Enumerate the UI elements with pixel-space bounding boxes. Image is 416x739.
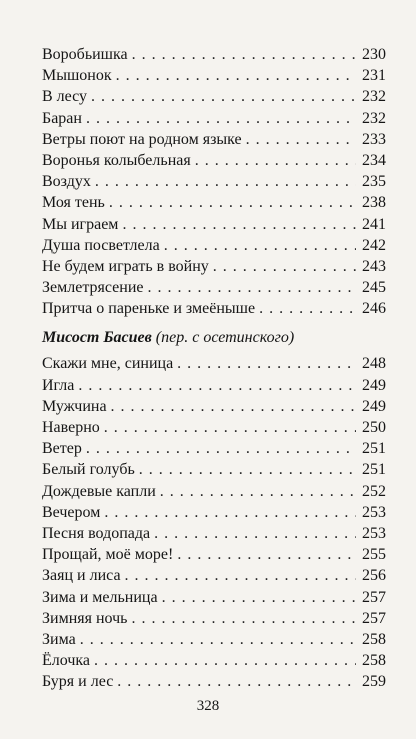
toc-entry-title: Мы играем <box>42 215 119 233</box>
toc-entry <box>42 65 386 86</box>
toc-entry-page: 235 <box>362 173 386 191</box>
toc-entry-page: 233 <box>362 130 386 148</box>
dot-leader <box>132 44 356 65</box>
toc-entry <box>42 565 386 586</box>
toc-entry-page: 253 <box>362 524 386 542</box>
toc-entry-title: Не будем играть в войну <box>42 257 209 275</box>
dot-leader <box>80 629 356 650</box>
toc-entry-title: Зимняя ночь <box>42 609 128 627</box>
toc-entry <box>42 353 386 374</box>
toc-entry-title: Песня водопада <box>42 524 151 542</box>
toc-entry-page: 249 <box>362 376 386 394</box>
dot-leader <box>246 129 356 150</box>
dot-leader <box>104 502 356 523</box>
toc-entry-page: 232 <box>362 88 386 106</box>
toc-list-second <box>42 353 386 692</box>
toc-entry-title: Белый голубь <box>42 461 135 479</box>
toc-entry-page: 232 <box>362 109 386 127</box>
toc-entry-title: Притча о пареньке и змеёныше <box>42 300 256 318</box>
toc-entry-page: 258 <box>362 652 386 670</box>
toc-entry-page: 251 <box>362 461 386 479</box>
toc-entry-title: В лесу <box>42 88 88 106</box>
dot-leader <box>125 565 356 586</box>
toc-entry <box>42 277 386 298</box>
toc-entry-title: Буря и лес <box>42 673 114 691</box>
toc-entry-title: Зима и мельница <box>42 588 158 606</box>
dot-leader <box>177 544 356 565</box>
toc-entry <box>42 192 386 213</box>
dot-leader <box>111 396 356 417</box>
toc-entry-title: Вечером <box>42 503 101 521</box>
toc-entry-title: Заяц и лиса <box>42 567 121 585</box>
toc-entry <box>42 587 386 608</box>
toc-entry-page: 257 <box>362 588 386 606</box>
toc-entry <box>42 502 386 523</box>
section-author: Мисост Басиев <box>42 329 152 347</box>
toc-entry-title: Воздух <box>42 173 91 191</box>
toc-entry <box>42 129 386 150</box>
dot-leader <box>86 108 356 129</box>
dot-leader <box>164 235 356 256</box>
toc-entry-page: 242 <box>362 236 386 254</box>
toc-entry <box>42 438 386 459</box>
dot-leader <box>148 277 357 298</box>
dot-leader <box>116 65 356 86</box>
dot-leader <box>122 214 356 235</box>
toc-entry-page: 238 <box>362 194 386 212</box>
toc-entry-title: Наверно <box>42 419 100 436</box>
toc-entry-title: Ветры поют на родном языке <box>42 130 242 148</box>
dot-leader <box>104 417 356 438</box>
toc-list-first <box>42 44 386 319</box>
dot-leader <box>94 650 356 671</box>
toc-entry-page: 250 <box>362 419 386 436</box>
toc-entry <box>42 650 386 671</box>
section-heading <box>42 325 386 351</box>
dot-leader <box>78 375 356 396</box>
toc-entry-title: Мышонок <box>42 67 112 85</box>
toc-entry-page: 231 <box>362 67 386 85</box>
toc-entry-page: 245 <box>362 279 386 297</box>
dot-leader <box>160 481 356 502</box>
toc-entry-title: Зима <box>42 630 76 648</box>
toc-entry-page: 259 <box>362 673 386 691</box>
toc-entry <box>42 86 386 107</box>
toc-entry <box>42 214 386 235</box>
dot-leader <box>213 256 356 277</box>
dot-leader <box>162 587 356 608</box>
toc-entry-page: 234 <box>362 151 386 169</box>
toc-entry <box>42 375 386 396</box>
toc-entry <box>42 417 386 438</box>
toc-entry-title: Прощай, моё море! <box>42 546 174 564</box>
toc-entry-page: 230 <box>362 46 386 63</box>
page-number: 328 <box>196 698 220 714</box>
toc-entry-page: 256 <box>362 567 386 585</box>
toc-entry-page: 258 <box>362 630 386 648</box>
dot-leader <box>259 298 356 319</box>
toc-entry <box>42 256 386 277</box>
dot-leader <box>91 86 356 107</box>
toc-entry-page: 241 <box>362 215 386 233</box>
toc-entry <box>42 150 386 171</box>
toc-entry-title: Дождевые капли <box>42 482 156 500</box>
toc-entry-page: 252 <box>362 482 386 500</box>
toc-entry-title: Баран <box>42 109 82 127</box>
toc-entry <box>42 298 386 319</box>
toc-entry-page: 255 <box>362 546 386 564</box>
dot-leader <box>86 438 356 459</box>
toc-entry <box>42 459 386 480</box>
toc-entry-title: Игла <box>42 376 75 394</box>
toc-entry-title: Скажи мне, синица <box>42 355 174 373</box>
toc-entry-title: Моя тень <box>42 194 105 212</box>
toc-entry <box>42 108 386 129</box>
dot-leader <box>131 608 356 629</box>
toc-entry-title: Душа посветлела <box>42 236 160 254</box>
toc-entry <box>42 629 386 650</box>
toc-entry-title: Землетрясение <box>42 279 144 297</box>
dot-leader <box>154 523 356 544</box>
dot-leader <box>139 459 356 480</box>
toc-entry-page: 249 <box>362 397 386 415</box>
dot-leader <box>195 150 356 171</box>
dot-leader <box>95 171 356 192</box>
toc-entry-page: 251 <box>362 440 386 458</box>
dot-leader <box>109 192 356 213</box>
dot-leader <box>177 353 356 374</box>
toc-entry <box>42 396 386 417</box>
toc-entry-title: Воронья колыбельная <box>42 151 191 169</box>
toc-entry <box>42 44 386 65</box>
toc-entry-page: 257 <box>362 609 386 627</box>
toc-entry-page: 253 <box>362 503 386 521</box>
dot-leader <box>117 671 356 692</box>
toc-entry <box>42 481 386 502</box>
toc-entry-page: 248 <box>362 355 386 373</box>
toc-entry <box>42 608 386 629</box>
toc-entry-title: Воробьишка <box>42 46 128 63</box>
section-translation-note: (пер. с осетинского) <box>155 329 295 347</box>
toc-entry-title: Ёлочка <box>42 652 91 670</box>
toc-entry <box>42 523 386 544</box>
toc-entry <box>42 171 386 192</box>
toc-entry <box>42 544 386 565</box>
toc-entry <box>42 235 386 256</box>
toc-entry-title: Мужчина <box>42 397 107 415</box>
toc-entry-page: 243 <box>362 257 386 275</box>
toc-entry-page: 246 <box>362 300 386 318</box>
toc-entry-title: Ветер <box>42 440 82 458</box>
toc-entry <box>42 671 386 692</box>
table-of-contents <box>42 44 386 692</box>
